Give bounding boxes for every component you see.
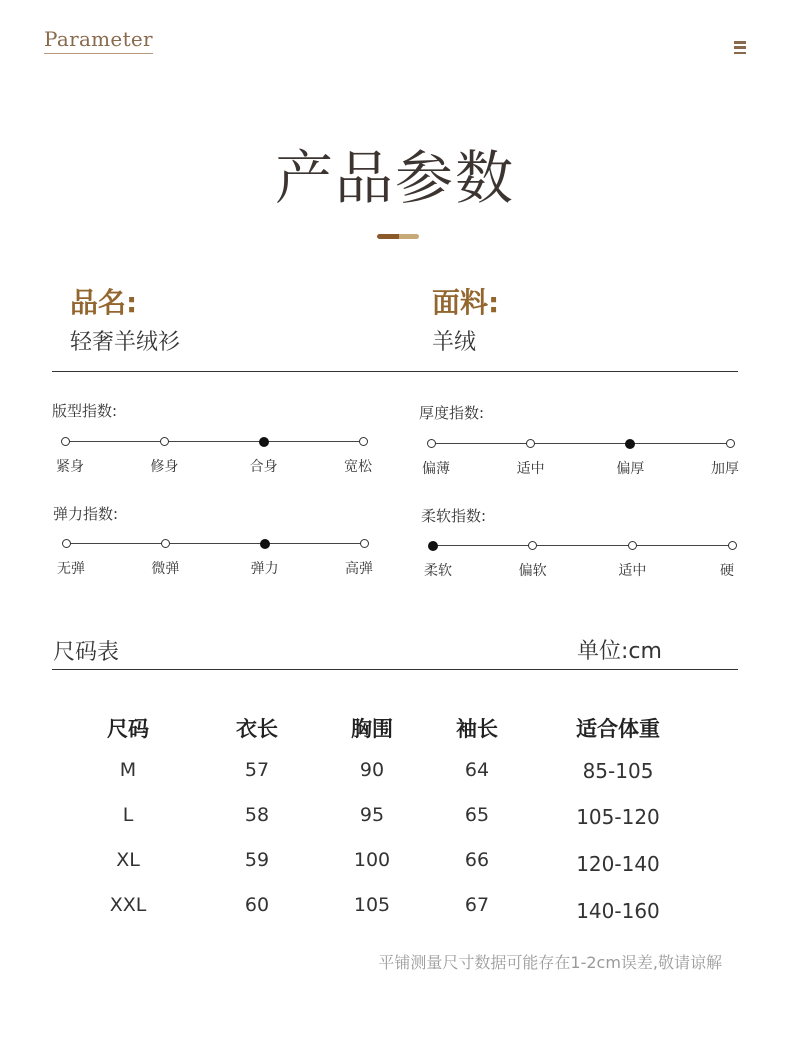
table-cell: 65 xyxy=(464,804,490,826)
table-cell: 85-105 xyxy=(582,759,654,783)
index-marker[interactable] xyxy=(628,541,637,550)
index-option-label: 宽松 xyxy=(344,459,372,475)
table-cell: 90 xyxy=(359,759,385,781)
table-cell: 100 xyxy=(353,849,391,871)
index-track xyxy=(433,545,732,546)
index-option-label: 适中 xyxy=(618,563,647,579)
table-cell: L xyxy=(122,804,134,826)
table-cell: 66 xyxy=(464,849,490,871)
index-title: 弹力指数: xyxy=(53,505,119,523)
index-marker[interactable] xyxy=(62,539,71,548)
table-cell: 105-120 xyxy=(576,805,660,829)
table-cell: 120-140 xyxy=(576,852,660,876)
table-header-cell: 衣长 xyxy=(236,717,278,741)
index-track xyxy=(431,443,730,444)
index-track xyxy=(66,543,364,544)
index-option-label: 柔软 xyxy=(424,563,452,579)
index-title: 柔软指数: xyxy=(421,507,487,525)
size-table-divider xyxy=(52,669,738,670)
index-option-label: 偏厚 xyxy=(616,461,645,477)
title-underline-accent xyxy=(377,234,419,239)
index-title: 版型指数: xyxy=(52,402,118,420)
index-marker[interactable] xyxy=(427,439,436,448)
size-table-unit: 单位:cm xyxy=(577,639,662,664)
index-marker[interactable] xyxy=(728,541,737,550)
table-cell: XL xyxy=(116,849,140,871)
index-option-label: 适中 xyxy=(516,461,545,477)
table-cell: 64 xyxy=(464,759,490,781)
index-marker[interactable] xyxy=(360,539,369,548)
index-option-label: 弹力 xyxy=(250,561,279,577)
index-option-label: 无弹 xyxy=(57,561,85,577)
index-marker[interactable] xyxy=(359,437,368,446)
index-option-label: 高弹 xyxy=(345,561,373,577)
index-marker[interactable] xyxy=(160,437,169,446)
index-option-label: 合身 xyxy=(249,459,278,475)
index-option-label: 偏薄 xyxy=(422,461,450,477)
table-cell: XXL xyxy=(109,894,147,916)
table-header-cell: 尺码 xyxy=(107,717,149,741)
table-cell: 57 xyxy=(244,759,270,781)
index-marker[interactable] xyxy=(726,439,735,448)
index-marker-selected[interactable] xyxy=(625,439,635,449)
size-table-title: 尺码表 xyxy=(53,640,120,665)
index-marker-selected[interactable] xyxy=(428,541,438,551)
table-cell: 140-160 xyxy=(576,899,660,923)
fabric-value: 羊绒 xyxy=(432,330,477,355)
table-header-cell: 袖长 xyxy=(456,717,498,741)
fabric-label: 面料: xyxy=(432,286,500,319)
index-marker[interactable] xyxy=(528,541,537,550)
index-option-label: 微弹 xyxy=(151,561,180,577)
measurement-note: 平铺测量尺寸数据可能存在1-2cm误差,敬请谅解 xyxy=(378,953,722,972)
product-name-value: 轻奢羊绒衫 xyxy=(70,330,181,355)
index-title: 厚度指数: xyxy=(419,404,485,422)
product-name-label: 品名: xyxy=(70,286,138,319)
index-marker-selected[interactable] xyxy=(259,437,269,447)
hamburger-menu-icon[interactable] xyxy=(734,41,746,55)
table-cell: 59 xyxy=(244,849,270,871)
table-cell: 105 xyxy=(353,894,391,916)
section-divider xyxy=(52,371,738,372)
table-header-cell: 适合体重 xyxy=(576,717,660,741)
index-marker[interactable] xyxy=(161,539,170,548)
brand-logo-text: Parameter xyxy=(44,26,153,54)
table-cell: 95 xyxy=(359,804,385,826)
index-option-label: 修身 xyxy=(150,459,179,475)
table-cell: 58 xyxy=(244,804,270,826)
index-marker[interactable] xyxy=(526,439,535,448)
index-option-label: 紧身 xyxy=(56,459,84,475)
index-option-label: 偏软 xyxy=(518,563,547,579)
index-track xyxy=(65,441,363,442)
index-marker-selected[interactable] xyxy=(260,539,270,549)
page-title: 产品参数 xyxy=(274,144,515,212)
table-cell: 67 xyxy=(464,894,490,916)
index-marker[interactable] xyxy=(61,437,70,446)
index-option-label: 硬 xyxy=(720,563,734,579)
index-option-label: 加厚 xyxy=(711,461,739,477)
table-cell: M xyxy=(119,759,137,781)
table-cell: 60 xyxy=(244,894,270,916)
table-header-cell: 胸围 xyxy=(351,717,393,741)
